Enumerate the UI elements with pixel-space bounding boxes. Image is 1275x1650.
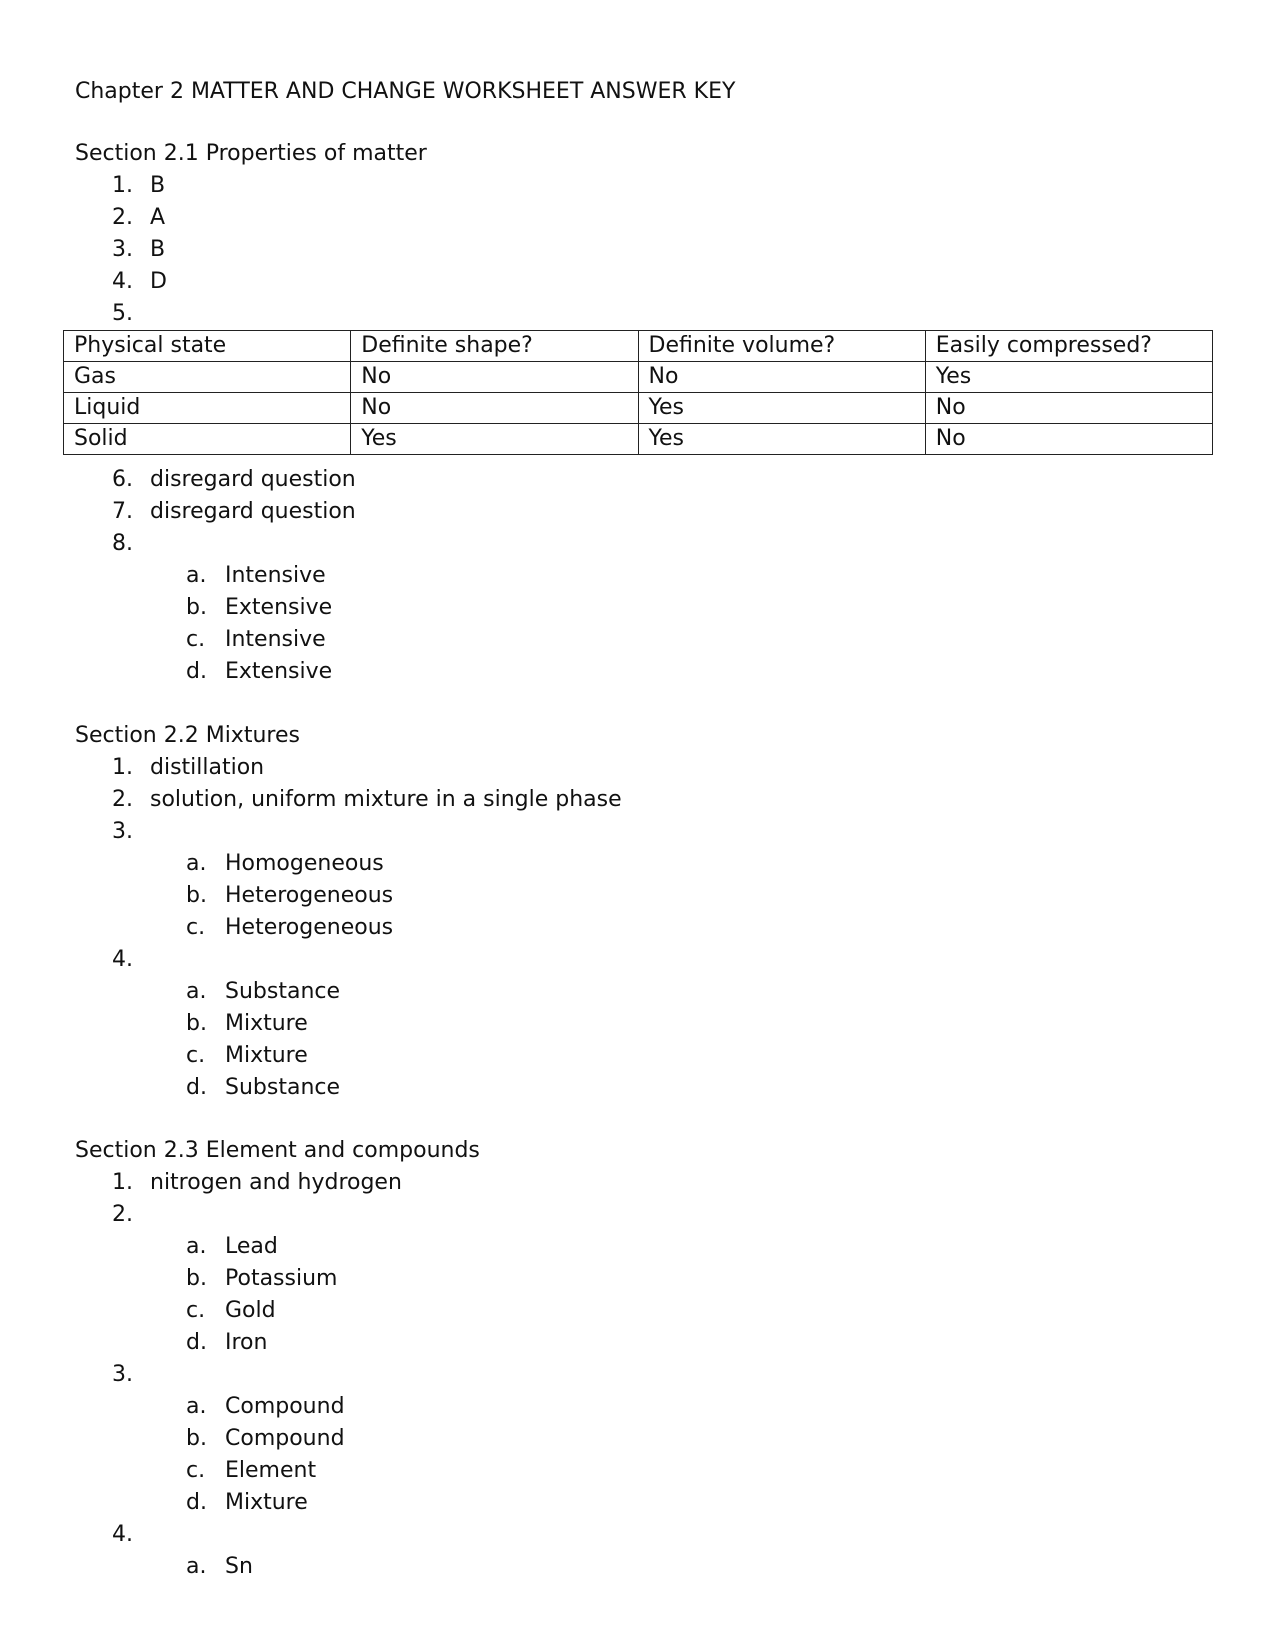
sub-item-answer: Gold: [225, 1298, 276, 1323]
sub-item-letter: d.: [186, 659, 207, 684]
table-header-row: [64, 331, 1213, 362]
table-cell: No: [351, 362, 638, 393]
sub-item-letter: d.: [186, 1490, 207, 1515]
sub-item-answer: Compound: [225, 1426, 345, 1451]
list-item: [75, 266, 427, 298]
item-number: 7.: [112, 499, 133, 524]
table-cell: Yes: [351, 424, 638, 455]
sub-item-letter: b.: [186, 1426, 207, 1451]
sub-item-letter: a.: [186, 563, 207, 588]
sub-item-letter: c.: [186, 1043, 206, 1068]
table-cell: Gas: [64, 362, 351, 393]
sub-item-letter: b.: [186, 1266, 207, 1291]
list-item: [75, 816, 300, 848]
table-header-cell: Physical state: [64, 331, 351, 362]
page-title: Chapter 2 MATTER AND CHANGE WORKSHEET ANSWER KEY: [75, 79, 736, 104]
sub-item-letter: a.: [186, 1234, 207, 1259]
sub-item-answer: Element: [225, 1458, 317, 1483]
sub-item: [75, 976, 341, 1008]
sub-item: [75, 848, 384, 880]
item-answer: solution, uniform mixture in a single phase: [150, 787, 622, 812]
table-row: [64, 393, 1213, 424]
list-item: [75, 202, 427, 234]
sub-item: [75, 1231, 480, 1263]
item-number: 2.: [112, 205, 133, 230]
sub-item-answer: Mixture: [225, 1490, 308, 1515]
sub-item-answer: Lead: [225, 1234, 278, 1259]
sub-item-letter: c.: [186, 915, 206, 940]
table-header-cell: Definite shape?: [351, 331, 638, 362]
sub-item: [75, 1327, 480, 1359]
list-item: [75, 784, 622, 816]
section-2-1: [75, 138, 427, 330]
item-number: 2.: [112, 1202, 133, 1227]
table-cell: No: [925, 424, 1212, 455]
sub-item-letter: b.: [186, 883, 207, 908]
table-cell: Yes: [925, 362, 1212, 393]
item-answer: B: [150, 173, 166, 198]
item-answer: disregard question: [150, 499, 356, 524]
sub-item-letter: a.: [186, 1554, 207, 1579]
sub-item-answer: Sn: [225, 1554, 253, 1579]
sub-item-answer: Intensive: [225, 563, 326, 588]
sub-item: [75, 1487, 480, 1519]
sub-item: [75, 1391, 480, 1423]
item-answer: B: [150, 237, 166, 262]
item-answer: distillation: [150, 755, 265, 780]
sub-item-answer: Substance: [225, 979, 341, 1004]
sub-item: [75, 1008, 308, 1040]
table-cell: No: [638, 362, 925, 393]
table-header-cell: Easily compressed?: [925, 331, 1212, 362]
sub-item-answer: Potassium: [225, 1266, 338, 1291]
physical-states-table: [63, 330, 1213, 455]
item-number: 4.: [112, 1522, 133, 1547]
sub-item-answer: Substance: [225, 1075, 341, 1100]
section-heading: Section 2.1 Properties of matter: [75, 141, 427, 166]
sub-item-answer: Intensive: [225, 627, 326, 652]
item-number: 1.: [112, 755, 133, 780]
sub-item-answer: Mixture: [225, 1011, 308, 1036]
item-number: 4.: [112, 947, 133, 972]
table-cell: No: [925, 393, 1212, 424]
sub-item: [75, 1455, 480, 1487]
sub-item-letter: d.: [186, 1075, 207, 1100]
list-item: [75, 944, 300, 976]
sub-item: [75, 1263, 480, 1295]
sub-item: [75, 1295, 480, 1327]
item-number: 3.: [112, 819, 133, 844]
table-cell: Yes: [638, 393, 925, 424]
sub-item-letter: a.: [186, 979, 207, 1004]
item-number: 1.: [112, 173, 133, 198]
section-heading: Section 2.2 Mixtures: [75, 723, 300, 748]
sub-item-answer: Heterogeneous: [225, 883, 394, 908]
sub-item-answer: Heterogeneous: [225, 915, 394, 940]
section-2-2: [75, 720, 622, 1104]
table-cell: Liquid: [64, 393, 351, 424]
sub-item-answer: Mixture: [225, 1043, 308, 1068]
list-item: [75, 298, 427, 330]
list-item: [75, 1199, 480, 1231]
sub-item-letter: d.: [186, 1330, 207, 1355]
table-row: [64, 424, 1213, 455]
item-number: 2.: [112, 787, 133, 812]
list-item: [75, 170, 427, 202]
sub-item-letter: a.: [186, 851, 207, 876]
item-answer: disregard question: [150, 467, 356, 492]
list-item: [75, 1519, 480, 1551]
item-number: 1.: [112, 1170, 133, 1195]
item-number: 5.: [112, 301, 133, 326]
list-item: [75, 1167, 480, 1199]
sub-item: [75, 912, 394, 944]
item-number: 3.: [112, 1362, 133, 1387]
section-2-3: [75, 1135, 480, 1583]
item-number: 8.: [112, 531, 133, 556]
sub-item-letter: b.: [186, 595, 207, 620]
sub-item-letter: b.: [186, 1011, 207, 1036]
sub-item: [75, 1072, 341, 1104]
sub-item: [75, 880, 394, 912]
item-number: 3.: [112, 237, 133, 262]
item-number: 4.: [112, 269, 133, 294]
table-row: [64, 362, 1213, 393]
table-cell: No: [351, 393, 638, 424]
item-answer: D: [150, 269, 167, 294]
sub-item-answer: Extensive: [225, 595, 333, 620]
sub-item-letter: c.: [186, 1458, 206, 1483]
sub-item-answer: Homogeneous: [225, 851, 384, 876]
table-cell: Yes: [638, 424, 925, 455]
sub-item-answer: Iron: [225, 1330, 268, 1355]
item-answer: nitrogen and hydrogen: [150, 1170, 402, 1195]
table-cell: Solid: [64, 424, 351, 455]
sub-item-letter: c.: [186, 627, 206, 652]
list-item: [75, 234, 427, 266]
section-heading: Section 2.3 Element and compounds: [75, 1138, 480, 1163]
sub-item: [75, 1040, 308, 1072]
sub-item-answer: Compound: [225, 1394, 345, 1419]
list-item: [75, 1359, 480, 1391]
item-answer: A: [150, 205, 166, 230]
sub-item: [75, 1551, 480, 1583]
list-item: [75, 752, 300, 784]
sub-item-answer: Extensive: [225, 659, 333, 684]
item-number: 6.: [112, 467, 133, 492]
sub-item-letter: a.: [186, 1394, 207, 1419]
sub-item-letter: c.: [186, 1298, 206, 1323]
sub-item: [75, 1423, 480, 1455]
table-header-cell: Definite volume?: [638, 331, 925, 362]
